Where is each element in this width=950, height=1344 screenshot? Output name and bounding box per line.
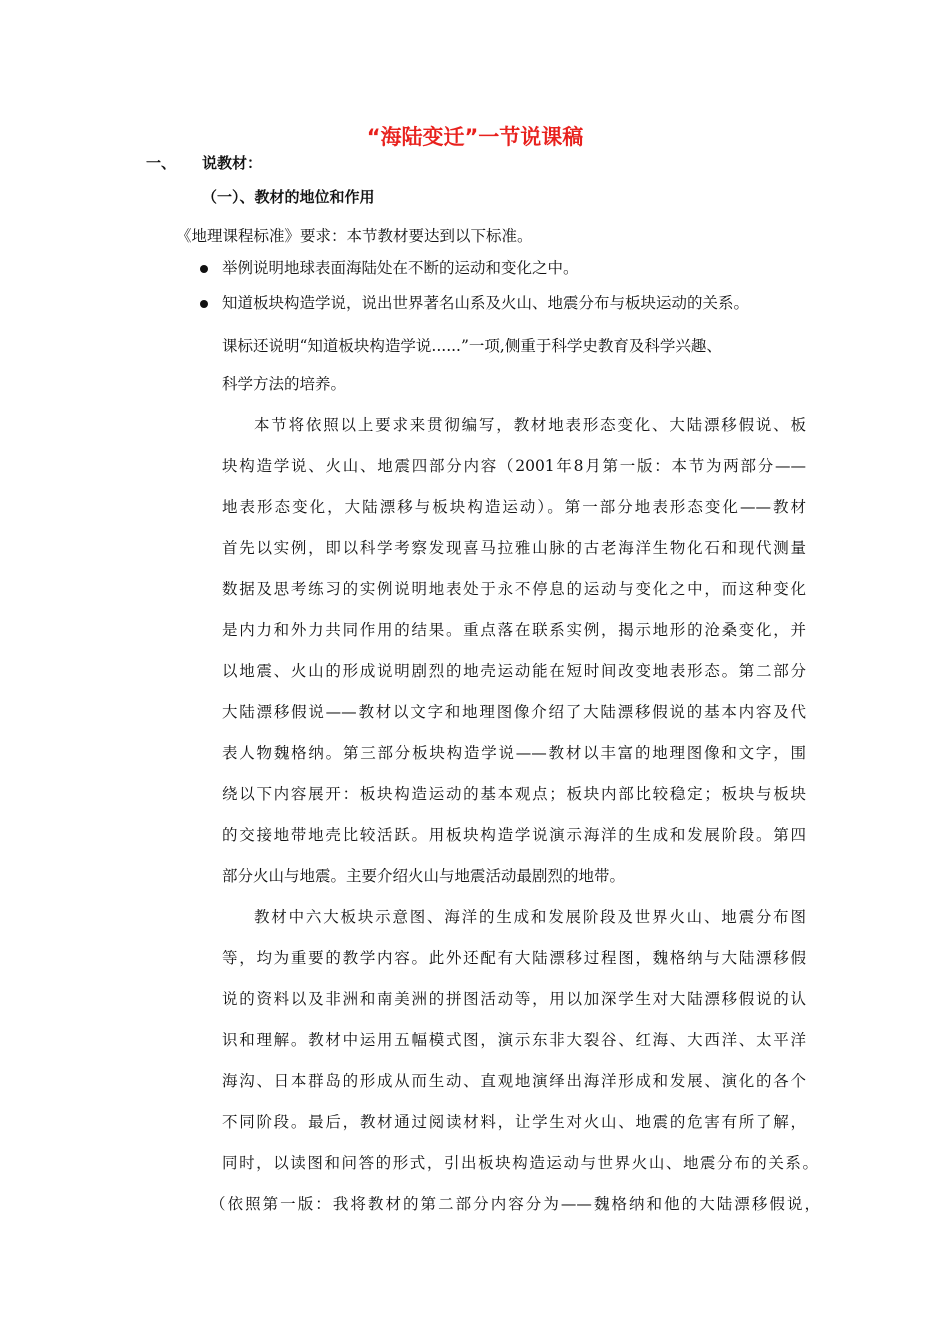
paragraph-line: 海沟、日本群岛的形成从而生动、直观地演绎出海洋形成和发展、演化的各个 xyxy=(222,1072,806,1090)
note-line: 科学方法的培养。 xyxy=(222,375,347,393)
paragraph-line: 教材中六大板块示意图、海洋的生成和发展阶段及世界火山、地震分布图 xyxy=(254,908,806,926)
intro-line: 《地理课程标准》要求：本节教材要达到以下标准。 xyxy=(176,227,533,245)
section-label: 说教材： xyxy=(202,154,263,172)
paragraph-line: 不同阶段。最后，教材通过阅读材料，让学生对火山、地震的危害有所了解， xyxy=(222,1113,806,1131)
paragraph-line: 以地震、火山的形成说明剧烈的地壳运动能在短时间改变地表形态。第二部分 xyxy=(222,662,806,680)
paragraph-line: 识和理解。教材中运用五幅模式图，演示东非大裂谷、红海、大西洋、太平洋 xyxy=(222,1031,806,1049)
paragraph-line: 是内力和外力共同作用的结果。重点落在联系实例，揭示地形的沧桑变化，并 xyxy=(222,621,806,639)
document-title: “海陆变迁”一节说课稿 xyxy=(366,125,584,149)
paragraph-line: 绕以下内容展开：板块构造运动的基本观点；板块内部比较稳定；板块与板块 xyxy=(222,785,806,803)
paragraph-line: 等，均为重要的教学内容。此外还配有大陆漂移过程图，魏格纳与大陆漂移假 xyxy=(222,949,806,967)
paragraph-line: 同时，以读图和问答的形式，引出板块构造运动与世界火山、地震分布的关系。 xyxy=(222,1154,818,1172)
paragraph-line: 表人物魏格纳。第三部分板块构造学说——教材以丰富的地理图像和文字，围 xyxy=(222,744,806,762)
paragraph-line: 大陆漂移假说——教材以文字和地理图像介绍了大陆漂移假说的基本内容及代 xyxy=(222,703,806,721)
paragraph-line: 部分火山与地震。主要介绍火山与地震活动最剧烈的地带。 xyxy=(222,867,626,885)
paragraph-line: 数据及思考练习的实例说明地表处于永不停息的运动与变化之中，而这种变化 xyxy=(222,580,806,598)
bullet-icon xyxy=(200,265,208,273)
note-line: 课标还说明“知道板块构造学说......”一项,侧重于科学史教育及科学兴趣、 xyxy=(222,337,722,355)
paragraph-line: 的交接地带地壳比较活跃。用板块构造学说演示海洋的生成和发展阶段。第四 xyxy=(222,826,806,844)
section-number: 一、 xyxy=(146,154,177,172)
bullet-item: 举例说明地球表面海陆处在不断的运动和变化之中。 xyxy=(222,259,579,277)
paragraph-line: 地表形态变化，大陆漂移与板块构造运动）。第一部分地表形态变化——教材 xyxy=(222,498,806,516)
paragraph-line: 块构造学说、火山、地震四部分内容（2001年8月第一版：本节为两部分—— xyxy=(222,457,806,475)
paragraph-line: （依照第一版：我将教材的第二部分内容分为——魏格纳和他的大陆漂移假说， xyxy=(210,1195,820,1213)
bullet-icon xyxy=(200,300,208,308)
paragraph-line: 首先以实例，即以科学考察发现喜马拉雅山脉的古老海洋生物化石和现代测量 xyxy=(222,539,806,557)
subsection-heading: （一）、教材的地位和作用 xyxy=(202,188,375,206)
paragraph-line: 说的资料以及非洲和南美洲的拼图活动等，用以加深学生对大陆漂移假说的认 xyxy=(222,990,806,1008)
paragraph-line: 本节将依照以上要求来贯彻编写，教材地表形态变化、大陆漂移假说、板 xyxy=(254,416,806,434)
bullet-item: 知道板块构造学说，说出世界著名山系及火山、地震分布与板块运动的关系。 xyxy=(222,294,750,312)
